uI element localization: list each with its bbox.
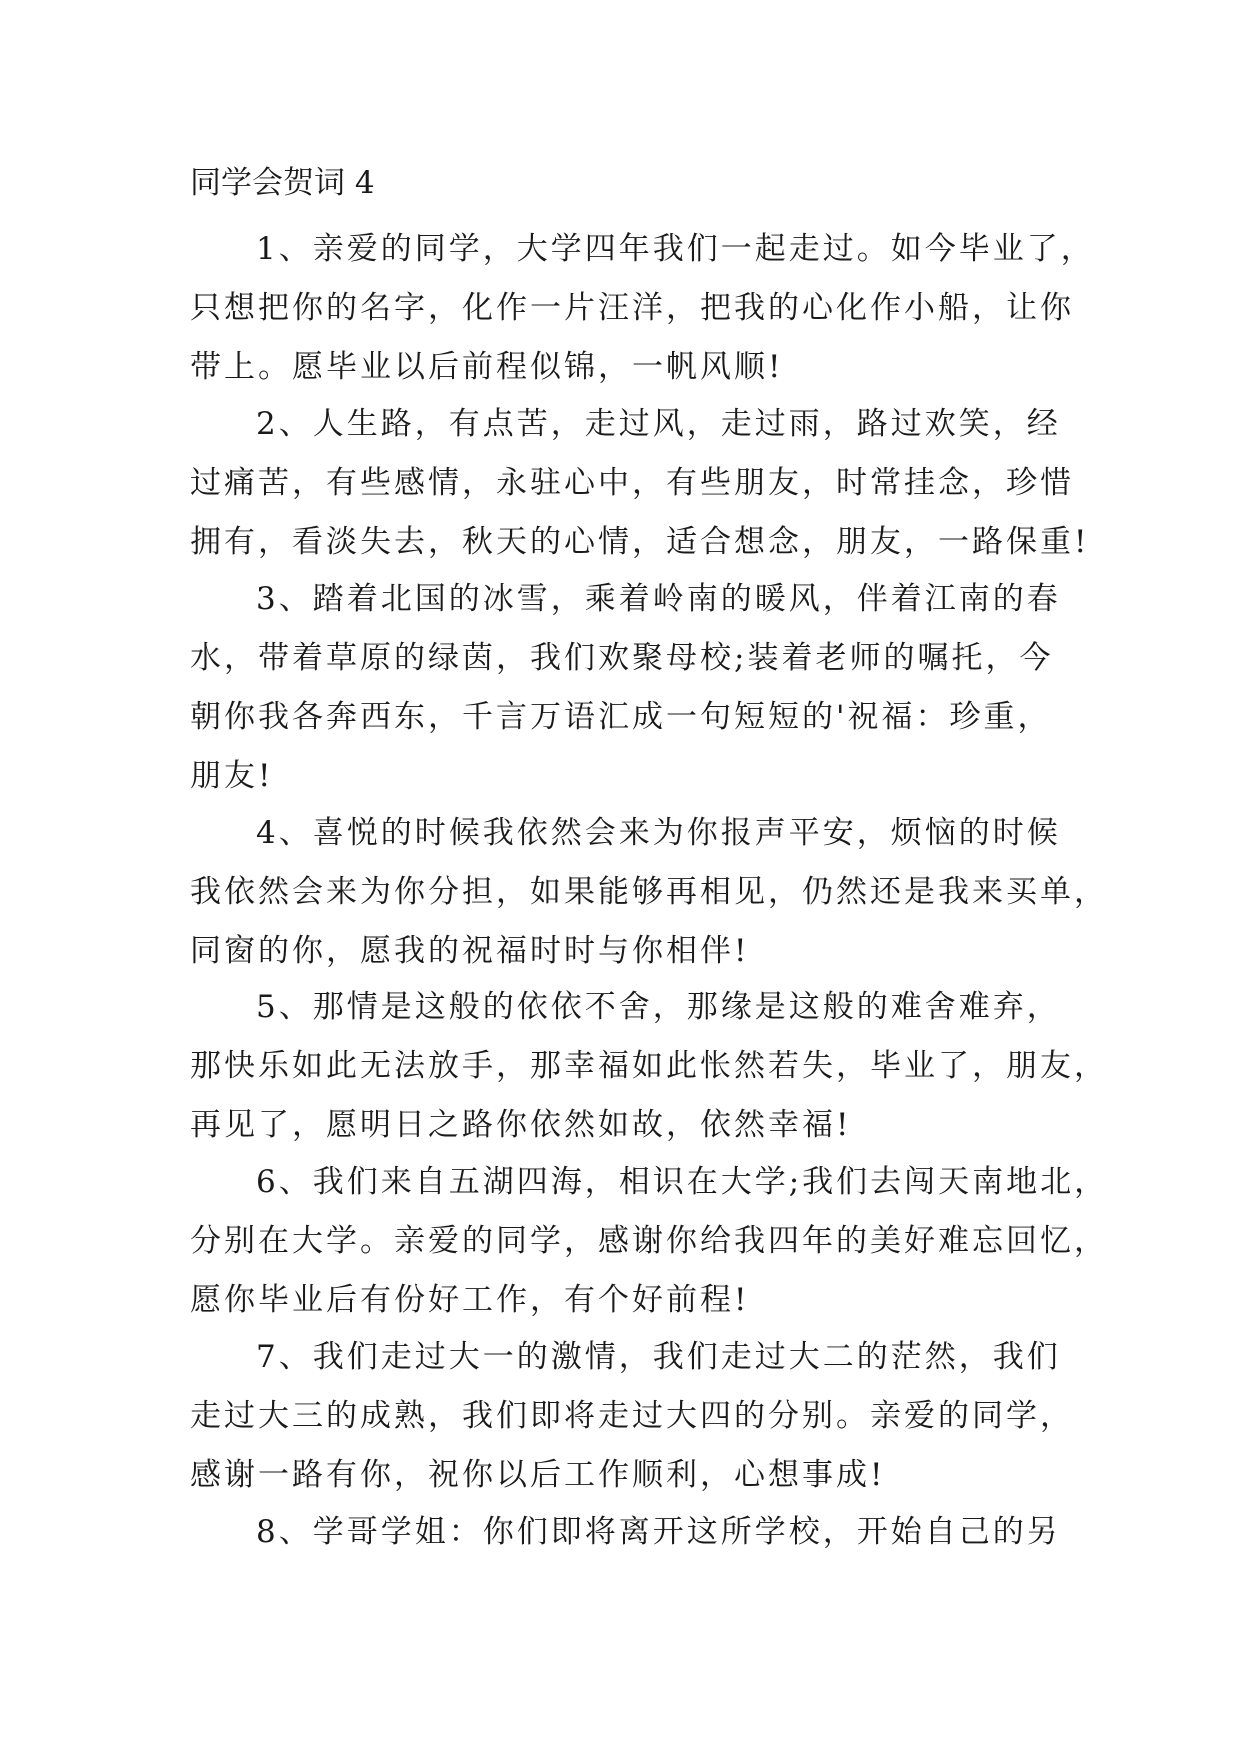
paragraph-line: 5、那情是这般的依依不舍，那缘是这般的难舍难弃， <box>256 989 1061 1025</box>
document-title: 同学会贺词 4 <box>190 165 375 201</box>
paragraph-line: 水，带着草原的绿茵，我们欢聚母校;装着老师的嘱托，今 <box>190 640 1054 676</box>
paragraph-line: 只想把你的名字，化作一片汪洋，把我的心化作小船，让你 <box>190 290 1074 326</box>
paragraph-3 <box>190 570 1080 806</box>
paragraph-line: 感谢一路有你，祝你以后工作顺利，心想事成! <box>190 1457 886 1493</box>
paragraph-line: 3、踏着北国的冰雪，乘着岭南的暖风，伴着江南的春 <box>256 581 1061 617</box>
paragraph-line: 再见了，愿明日之路你依然如故，依然幸福! <box>190 1107 852 1143</box>
paragraph-line: 6、我们来自五湖四海，相识在大学;我们去闯天南地北， <box>256 1164 1109 1200</box>
paragraph-line: 拥有，看淡失去，秋天的心情，适合想念，朋友，一路保重! <box>190 524 1090 560</box>
paragraph-line: 愿你毕业后有份好工作，有个好前程! <box>190 1282 750 1318</box>
paragraph-line: 同窗的你，愿我的祝福时时与你相伴! <box>190 933 750 969</box>
paragraph-2 <box>190 395 1090 572</box>
paragraph-6 <box>190 1153 1109 1330</box>
paragraph-line: 2、人生路，有点苦，走过风，走过雨，路过欢笑，经 <box>256 406 1061 442</box>
paragraph-line: 走过大三的成熟，我们即将走过大四的分别。亲爱的同学， <box>190 1398 1074 1434</box>
paragraph-4 <box>190 804 1108 981</box>
paragraph-line: 过痛苦，有些感情，永驻心中，有些朋友，时常挂念，珍惜 <box>190 465 1074 501</box>
paragraph-8 <box>190 1503 1080 1562</box>
paragraph-line: 4、喜悦的时候我依然会来为你报声平安，烦恼的时候 <box>256 815 1061 851</box>
paragraph-line: 朋友! <box>190 758 274 794</box>
paragraph-7 <box>190 1328 1080 1505</box>
paragraph-line: 我依然会来为你分担，如果能够再相见，仍然还是我来买单， <box>190 874 1108 910</box>
paragraph-line: 7、我们走过大一的激情，我们走过大二的茫然，我们 <box>256 1339 1061 1375</box>
paragraph-line: 8、学哥学姐：你们即将离开这所学校，开始自己的另 <box>256 1514 1061 1550</box>
paragraph-line: 那快乐如此无法放手，那幸福如此怅然若失，毕业了，朋友， <box>190 1048 1108 1084</box>
paragraph-1 <box>190 220 1095 397</box>
paragraph-line: 带上。愿毕业以后前程似锦，一帆风顺! <box>190 349 784 385</box>
paragraph-line: 分别在大学。亲爱的同学，感谢你给我四年的美好难忘回忆， <box>190 1223 1108 1259</box>
paragraph-line: 朝你我各奔西东，千言万语汇成一句短短的'祝福：珍重， <box>190 699 1052 735</box>
paragraph-5 <box>190 978 1108 1155</box>
paragraph-line: 1、亲爱的同学，大学四年我们一起走过。如今毕业了， <box>256 231 1095 267</box>
